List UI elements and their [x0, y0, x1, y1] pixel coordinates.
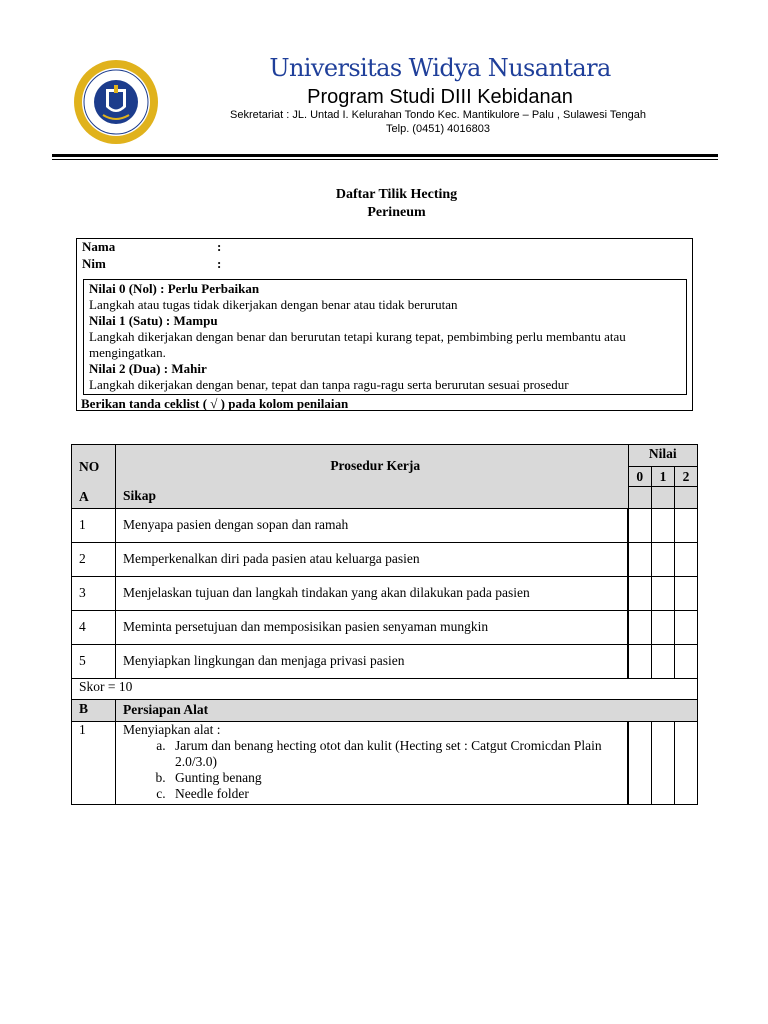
name-label: Nama	[82, 239, 116, 254]
name-colon: :	[217, 239, 222, 254]
table-row	[72, 543, 698, 577]
score-checkbox-0[interactable]	[628, 611, 652, 645]
list-item: b. Gunting benang	[169, 770, 627, 786]
university-seal-icon	[73, 59, 159, 145]
university-name: Universitas Widya Nusantara	[269, 54, 611, 82]
header-divider-thin	[52, 159, 718, 160]
score-checkbox-1[interactable]	[652, 509, 675, 543]
row-number: 5	[72, 645, 116, 679]
score-checkbox-2[interactable]	[675, 611, 698, 645]
procedure-step: Menyiapkan lingkungan dan menjaga privasi pasien	[116, 645, 629, 679]
score-level-0-description: Langkah atau tugas tidak dikerjakan dengan benar atau tidak berurutan	[89, 297, 458, 312]
procedure-step	[116, 722, 629, 805]
table-header-row	[72, 445, 698, 467]
header-divider-thick	[52, 154, 718, 157]
nim-label: Nim	[82, 256, 106, 271]
procedure-step: Meminta persetujuan dan memposisikan pasien senyaman mungkin	[116, 611, 629, 645]
secretariat-address: Sekretariat : JL. Untad I. Kelurahan Tondo Kec. Mantikulore – Palu , Sulawesi Tengah	[229, 109, 646, 121]
equipment-list	[123, 738, 627, 802]
score-checkbox-2[interactable]	[675, 577, 698, 611]
procedure-step-text: Menyiapkan alat :	[123, 722, 221, 737]
score-level-2-description: Langkah dikerjakan dengan benar, tepat dan tanpa ragu-ragu serta berurutan sesuai prosedur	[89, 377, 569, 392]
score-total: Skor = 10	[72, 679, 698, 700]
score-checkbox-2[interactable]	[675, 543, 698, 577]
list-item: c. Needle folder	[169, 786, 627, 802]
document-subtitle: Perineum	[367, 205, 426, 220]
row-number: 4	[72, 611, 116, 645]
table-row	[72, 509, 698, 543]
score-checkbox-1[interactable]	[652, 722, 675, 805]
score-checkbox-0[interactable]	[628, 577, 652, 611]
procedure-column-header: Prosedur Kerja	[330, 458, 421, 473]
score-column-header: Nilai	[628, 445, 698, 467]
score-level-1-title: Nilai 1 (Satu) : Mampu	[89, 313, 218, 328]
table-row	[72, 722, 698, 805]
table-row	[72, 645, 698, 679]
table-row	[72, 577, 698, 611]
score-checkbox-2[interactable]	[675, 645, 698, 679]
score-2-header: 2	[675, 467, 698, 487]
row-number: 3	[72, 577, 116, 611]
procedure-step: Menyapa pasien dengan sopan dan ramah	[116, 509, 629, 543]
phone-number: Telp. (0451) 4016803	[386, 123, 490, 135]
score-level-1-description: Langkah dikerjakan dengan benar dan berurutan tetapi kurang tepat, pembimbing perlu membantu atau mengingatkan.	[89, 329, 626, 360]
section-a-letter: A	[79, 489, 89, 504]
score-checkbox-0[interactable]	[628, 509, 652, 543]
score-checkbox-1[interactable]	[652, 611, 675, 645]
score-checkbox-0[interactable]	[628, 722, 652, 805]
section-a-title: Sikap	[123, 488, 157, 503]
procedure-step: Menjelaskan tujuan dan langkah tindakan yang akan dilakukan pada pasien	[116, 577, 629, 611]
score-checkbox-2[interactable]	[675, 722, 698, 805]
score-total-row	[72, 679, 698, 700]
score-level-2-title: Nilai 2 (Dua) : Mahir	[89, 361, 207, 376]
list-item: a. Jarum dan benang hecting otot dan kulit (Hecting set : Catgut Cromicdan Plain 2.0/3.0)	[169, 738, 627, 770]
procedure-step: Memperkenalkan diri pada pasien atau keluarga pasien	[116, 543, 629, 577]
checklist-instruction: Berikan tanda ceklist ( √ ) pada kolom penilaian	[81, 396, 349, 411]
score-checkbox-0[interactable]	[628, 645, 652, 679]
score-checkbox-1[interactable]	[652, 645, 675, 679]
row-number: 1	[72, 509, 116, 543]
score-checkbox-0[interactable]	[628, 543, 652, 577]
nim-colon: :	[217, 256, 222, 271]
score-level-0-title: Nilai 0 (Nol) : Perlu Perbaikan	[89, 281, 260, 296]
table-row	[72, 611, 698, 645]
document-title: Daftar Tilik Hecting	[335, 187, 458, 202]
section-b-letter: B	[72, 700, 116, 722]
row-number: 2	[72, 543, 116, 577]
score-1-header: 1	[652, 467, 675, 487]
score-checkbox-1[interactable]	[652, 543, 675, 577]
row-number: 1	[72, 722, 116, 805]
section-b-header-row	[72, 700, 698, 722]
scoring-legend	[83, 279, 687, 395]
checklist-table	[71, 444, 698, 805]
score-0-header: 0	[628, 467, 652, 487]
section-b-title: Persiapan Alat	[116, 700, 698, 722]
program-name: Program Studi DIII Kebidanan	[307, 86, 573, 108]
score-checkbox-1[interactable]	[652, 577, 675, 611]
no-column-header: NO	[79, 459, 100, 474]
score-checkbox-2[interactable]	[675, 509, 698, 543]
